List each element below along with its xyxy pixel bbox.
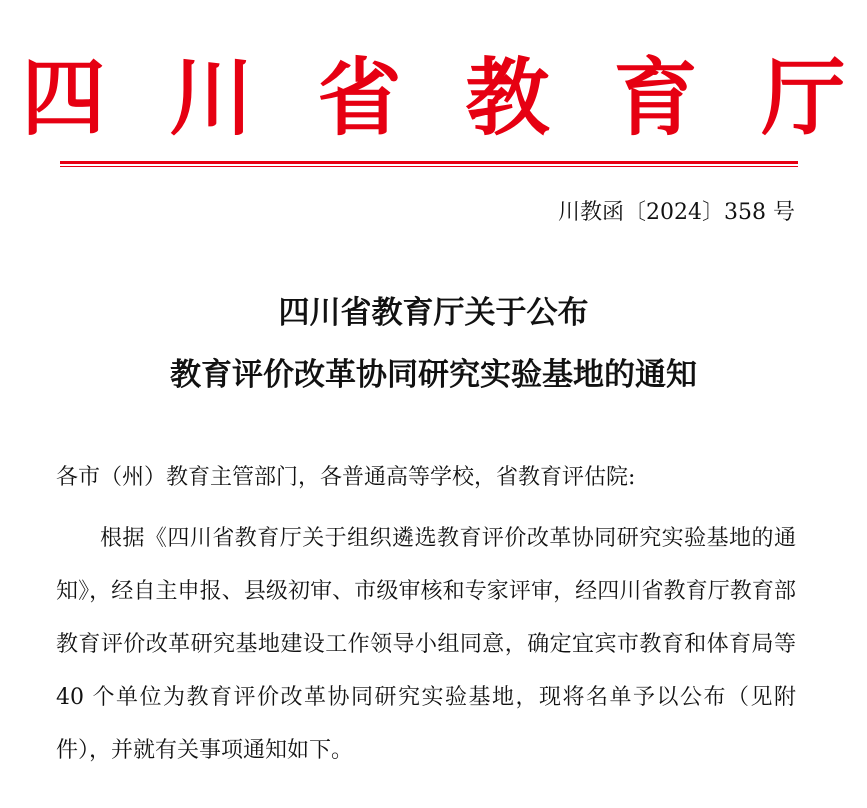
document-title-line-1: 四川省教育厅关于公布 (278, 295, 589, 331)
masthead-char: 川 (169, 49, 254, 147)
body-paragraph: 根据《四川省教育厅关于组织遴选教育评价改革协同研究实验基地的通知》，经自主申报、县级初审、市级审核和专家评审，经四川省教育厅教育部教育评价改革研究基地建设工作领导小组同意，确定宜宾市教育和体育局等 40 个单位为教育评价改革协同研究实验基地，现将名单予以公布（见附件），并就有关事项通知如下。 (56, 526, 796, 763)
document-title-line-2: 教育评价改革协同研究实验基地的通知 (170, 357, 697, 393)
document-number: 川教函〔2024〕358 号 (558, 200, 795, 225)
masthead-divider-thin (60, 166, 798, 167)
masthead-char: 厅 (761, 49, 846, 147)
masthead-char: 教 (465, 49, 550, 147)
masthead-char: 育 (613, 49, 698, 147)
masthead-char: 四 (21, 49, 106, 147)
addressee: 各市（州）教育主管部门，各普通高等学校，省教育评估院: (56, 465, 636, 490)
masthead-char: 省 (317, 49, 402, 147)
masthead-divider-thick (60, 161, 798, 164)
masthead (0, 48, 867, 148)
